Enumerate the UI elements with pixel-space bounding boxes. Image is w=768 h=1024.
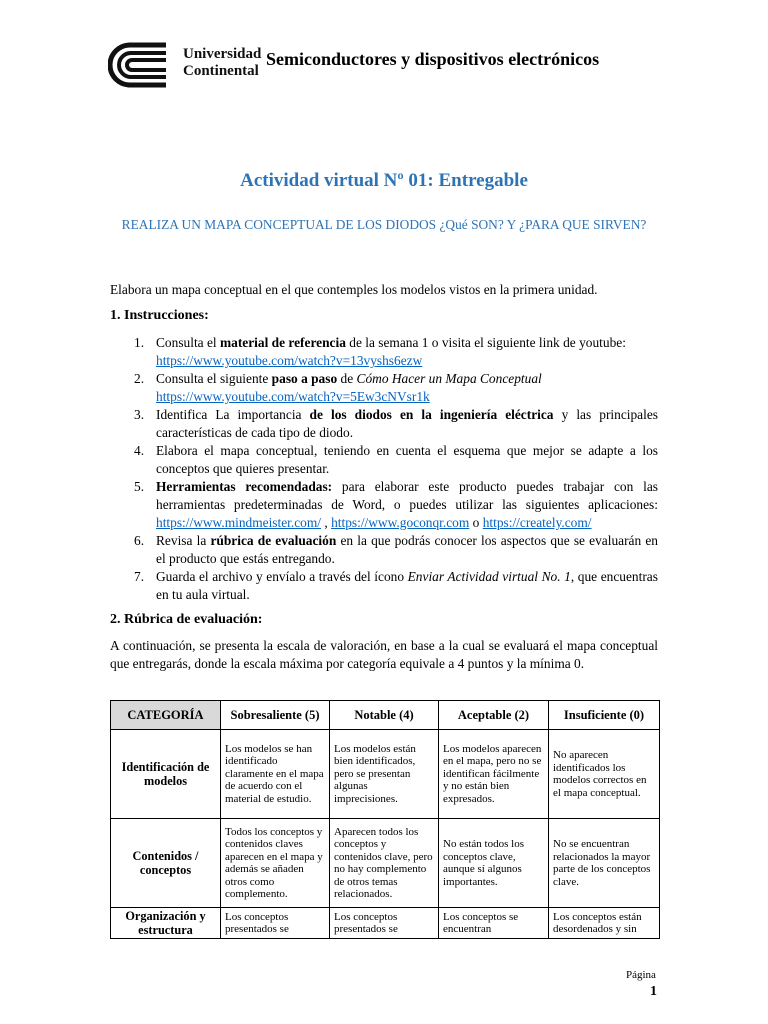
table-row bbox=[111, 908, 660, 939]
table-header-row bbox=[111, 701, 660, 730]
table-cell: Los conceptos presentados se bbox=[330, 908, 439, 939]
list-item-text: para elaborar este producto puedes trabajar con las herramientas predeterminadas de Word, o puedes utilizar las siguientes aplicaciones: bbox=[156, 479, 658, 512]
page-title: Actividad virtual Nº 01: Entregable bbox=[240, 170, 528, 191]
table-cell: Todos los conceptos y contenidos claves aparecen en el mapa y además se añaden otros como complemento. bbox=[221, 819, 330, 908]
table-cell: Los conceptos se encuentran bbox=[439, 908, 549, 939]
table-cell: No aparecen identificados los modelos correctos en el mapa conceptual. bbox=[549, 730, 660, 819]
list-item bbox=[110, 370, 658, 406]
list-item-number: 4. bbox=[134, 443, 145, 458]
list-item-text: Revisa la bbox=[156, 533, 211, 548]
table-cell: No se encuentran relacionados la mayor parte de los conceptos clave. bbox=[549, 819, 660, 908]
list-item-bold: paso a paso bbox=[271, 371, 338, 386]
list-item-text: de bbox=[337, 371, 357, 386]
university-name-line2: Continental bbox=[183, 63, 259, 79]
list-item-number: 5. bbox=[134, 479, 145, 494]
column-header: Aceptable (2) bbox=[439, 701, 549, 730]
list-item bbox=[110, 478, 658, 532]
table-cell: No están todos los conceptos clave, aunque sí algunos importantes. bbox=[439, 819, 549, 908]
separator-text: o bbox=[469, 515, 483, 530]
creately-link[interactable]: https://creately.com/ bbox=[482, 515, 592, 530]
university-name-line1: Universidad bbox=[183, 46, 262, 62]
mindmeister-link[interactable]: https://www.mindmeister.com/ bbox=[156, 515, 322, 530]
list-item-text: Elabora el mapa conceptual, teniendo en cuenta el esquema que mejor se adapte a los conceptos que quieres presentar. bbox=[156, 443, 658, 476]
page-number: 1 bbox=[650, 984, 657, 999]
column-header: Notable (4) bbox=[330, 701, 439, 730]
list-item-text: en la que podrás conocer los aspectos que se evaluarán en el producto que estás entregando. bbox=[156, 533, 658, 566]
list-item-text: Identifica La importancia bbox=[156, 407, 310, 422]
university-logo-icon bbox=[108, 42, 172, 88]
list-item-bold: de los diodos en la ingeniería eléctrica bbox=[309, 407, 554, 422]
category-cell: Contenidos / conceptos bbox=[111, 819, 221, 908]
university-name bbox=[183, 46, 261, 80]
intro-paragraph: Elabora un mapa conceptual en el que contemples los modelos vistos en la primera unidad. bbox=[110, 282, 598, 297]
column-header: CATEGORÍA bbox=[111, 701, 221, 730]
table-row bbox=[111, 819, 660, 908]
list-item-bold: material de referencia bbox=[219, 335, 346, 350]
list-item-text: y las principales características de cada tipo de diodo. bbox=[156, 407, 658, 440]
list-item-number: 7. bbox=[134, 569, 145, 584]
category-cell: Organización y estructura bbox=[111, 908, 221, 939]
list-item-italic: Cómo Hacer un Mapa Conceptual bbox=[356, 371, 542, 386]
page-label: Página bbox=[626, 969, 656, 981]
youtube-link[interactable]: https://www.youtube.com/watch?v=13vyshs6ezw bbox=[156, 353, 423, 368]
list-item-bold: rúbrica de evaluación bbox=[210, 533, 337, 548]
list-item-text: Guarda el archivo y envíalo a través del ícono bbox=[156, 569, 408, 584]
rubric-intro-paragraph: A continuación, se presenta la escala de valoración, en base a la cual se evaluará el mapa conceptual que entregarás, donde la escala máxima por categoría equivale a 4 puntos y la mínima 0. bbox=[110, 638, 658, 671]
list-item-number: 2. bbox=[134, 371, 145, 386]
list-item-bold: Herramientas recomendadas: bbox=[156, 479, 333, 494]
table-row bbox=[111, 730, 660, 819]
table-cell: Los conceptos están desordenados y sin bbox=[549, 908, 660, 939]
goconqr-link[interactable]: https://www.goconqr.com bbox=[331, 515, 470, 530]
rubric-table bbox=[110, 700, 660, 939]
column-header: Insuficiente (0) bbox=[549, 701, 660, 730]
list-item bbox=[110, 442, 658, 478]
list-item-number: 3. bbox=[134, 407, 145, 422]
list-item-text: Consulta el siguiente bbox=[156, 371, 272, 386]
list-item-number: 1. bbox=[134, 335, 145, 350]
category-cell: Identificación de modelos bbox=[111, 730, 221, 819]
column-header: Sobresaliente (5) bbox=[221, 701, 330, 730]
table-cell: Aparecen todos los conceptos y contenidos clave, pero no hay complemento de otros temas relacionados. bbox=[330, 819, 439, 908]
list-item bbox=[110, 532, 658, 568]
table-cell: Los modelos están bien identificados, pero se presentan algunas imprecisiones. bbox=[330, 730, 439, 819]
list-item bbox=[110, 334, 658, 370]
list-item bbox=[110, 568, 658, 604]
table-cell: Los modelos se han identificado claramente en el mapa de acuerdo con el material de estudio. bbox=[221, 730, 330, 819]
list-item bbox=[110, 406, 658, 442]
list-item-number: 6. bbox=[134, 533, 145, 548]
course-title: Semiconductores y dispositivos electrónicos bbox=[266, 49, 600, 69]
table-cell: Los modelos aparecen en el mapa, pero no se identifican fácilmente y no están bien expresados. bbox=[439, 730, 549, 819]
list-item-text: Consulta el bbox=[156, 335, 220, 350]
instructions-list bbox=[110, 334, 658, 604]
separator-text: , bbox=[321, 515, 332, 530]
list-item-text: de la semana 1 o visita el siguiente link de youtube: bbox=[345, 335, 626, 350]
list-item-text: , que encuentras en tu aula virtual. bbox=[156, 569, 658, 602]
page-subtitle: REALIZA UN MAPA CONCEPTUAL DE LOS DIODOS ¿Qué SON? Y ¿PARA QUE SIRVEN? bbox=[121, 217, 647, 232]
rubric-heading: 2. Rúbrica de evaluación: bbox=[110, 612, 263, 627]
instructions-heading: 1. Instrucciones: bbox=[110, 308, 209, 323]
youtube-link[interactable]: https://www.youtube.com/watch?v=5Ew3cNVsr1k bbox=[156, 389, 430, 404]
list-item-italic: Enviar Actividad virtual No. 1 bbox=[407, 569, 571, 584]
table-cell: Los conceptos presentados se bbox=[221, 908, 330, 939]
